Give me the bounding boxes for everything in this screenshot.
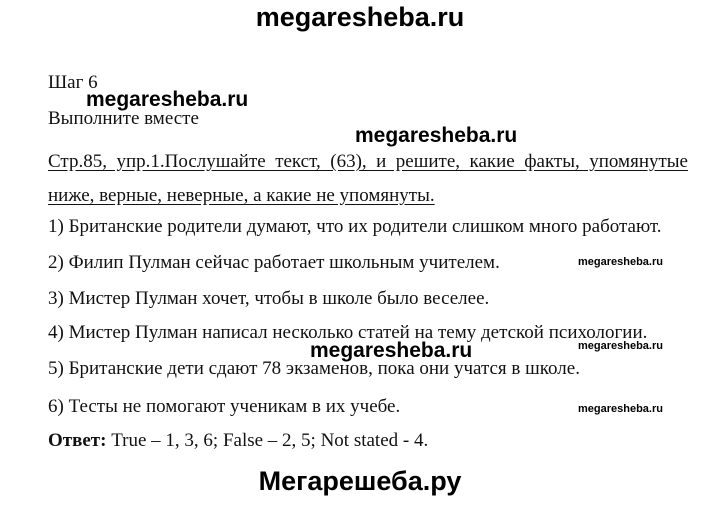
- instruction-text: Выполните вместе: [48, 108, 199, 129]
- answer-text: True – 1, 3, 6; False – 2, 5; Not stated - 4.: [106, 430, 429, 451]
- watermark-mid-2: megaresheba.ru: [355, 124, 518, 147]
- list-item: 4) Мистер Пулман написал несколько статей на тему детской психологии.: [48, 322, 648, 343]
- list-item: 1) Британские родители думают, что их родители слишком много работают.: [48, 216, 662, 237]
- step-heading: Шаг 6: [48, 72, 98, 93]
- watermark-bottom: Мегарешеба.ру: [258, 466, 462, 496]
- watermark-mid-1: megaresheba.ru: [86, 88, 249, 111]
- list-item: 5) Британские дети сдают 78 экзаменов, пока они учатся в школе.: [48, 358, 580, 379]
- watermark-top: megaresheba.ru: [255, 2, 465, 32]
- watermark-small-3: megaresheba.ru: [578, 403, 663, 415]
- task-text: Стр.85, упр.1.Послушайте текст, (63), и решите, какие факты, упомянутые ниже, верные, неверные, а какие не упомянуты.: [48, 151, 688, 206]
- answer-line: [48, 430, 428, 452]
- watermark-small-1: megaresheba.ru: [578, 256, 663, 268]
- watermark-small-2: megaresheba.ru: [578, 340, 663, 352]
- list-item: 3) Мистер Пулман хочет, чтобы в школе было веселее.: [48, 288, 490, 309]
- list-item: 6) Тесты не помогают ученикам в их учебе.: [48, 396, 401, 417]
- list-item: 2) Филип Пулман сейчас работает школьным учителем.: [48, 252, 500, 273]
- answer-label: Ответ:: [48, 430, 107, 451]
- watermark-mid-3: megaresheba.ru: [310, 339, 473, 362]
